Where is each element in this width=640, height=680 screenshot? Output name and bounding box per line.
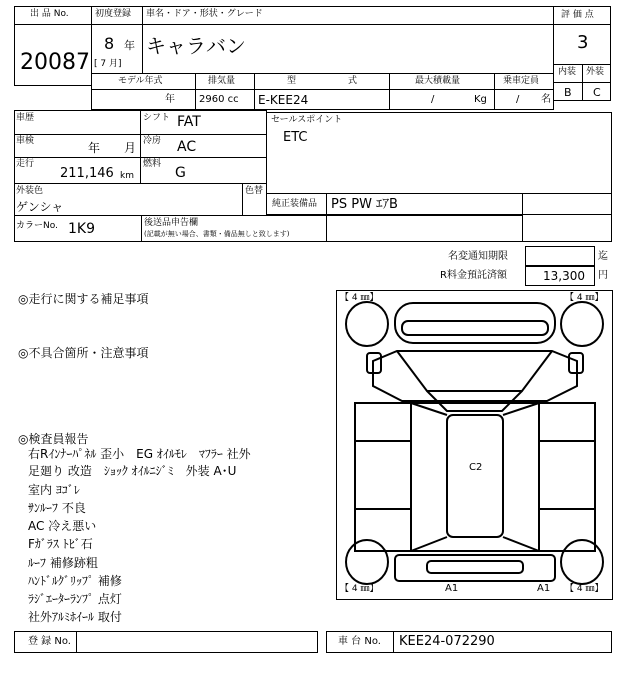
shift-label: シフト xyxy=(143,113,171,123)
inspection-label: 車検 xyxy=(16,136,35,146)
blank-box xyxy=(326,215,523,242)
score-value: 3 xyxy=(577,32,589,53)
registration-no-label: 登 録 No. xyxy=(28,636,71,647)
tire-depth-front-left: 【 4 ㎜】 xyxy=(340,293,379,303)
ac-value: AC xyxy=(177,139,197,155)
first-registration-label: 初度登録 xyxy=(95,9,132,19)
inspector-line: ﾗｼﾞｴｰﾀｰﾗﾝﾌﾟ 点灯 xyxy=(28,592,122,606)
inspector-line: 室内 ﾖｺﾞﾚ xyxy=(28,483,80,497)
color-label: 外装色 xyxy=(16,186,44,196)
sales-point-value: ETC xyxy=(283,130,308,145)
damage-mark-rear-left: A1 xyxy=(445,583,459,594)
type-label-2: 式 xyxy=(348,76,358,86)
type-label: 型 xyxy=(287,76,297,86)
score-label: 評 価 点 xyxy=(561,10,594,20)
inspector-line: ｻﾝﾙｰﾌ 不良 xyxy=(28,501,86,515)
color-change-label: 色替 xyxy=(245,186,264,196)
max-load-label: 最大積載量 xyxy=(415,76,461,86)
inspector-line: ﾙｰﾌ 補修跡粗 xyxy=(28,556,98,570)
chassis-no: KEE24-072290 xyxy=(399,634,495,649)
lot-number: 20087 xyxy=(20,50,90,75)
exterior-grade-label: 外装 xyxy=(586,67,605,77)
displacement-label: 排気量 xyxy=(208,76,236,86)
first-registration-year: 8 xyxy=(104,34,115,53)
damage-mark-roof: C2 xyxy=(469,462,483,473)
car-name-label: 車名・ドア・形状・グレード xyxy=(146,9,263,19)
sales-point-label: セールスポイント xyxy=(271,115,343,125)
equipment-label: 純正装備品 xyxy=(272,199,318,209)
inspector-line: ﾊﾝﾄﾞﾙｸﾞﾘｯﾌﾟ 補修 xyxy=(28,574,122,588)
color-no-value: 1K9 xyxy=(68,221,95,237)
inspector-line: 足廻り 改造 ｼｮｯｸ ｵｲﾙﾆｼﾞﾐ 外装 A･U xyxy=(28,464,237,478)
capacity-unit: 名 xyxy=(541,94,551,105)
inspector-line: 社外ｱﾙﾐﾎｲｰﾙ 取付 xyxy=(28,610,122,624)
capacity-label: 乗車定員 xyxy=(503,76,540,86)
interior-grade-label: 内装 xyxy=(558,67,577,77)
max-load-slash: / xyxy=(431,94,435,105)
mileage-label: 走行 xyxy=(16,159,35,169)
tire-depth-rear-right: 【 4 ㎜】 xyxy=(565,584,604,594)
vehicle-outline xyxy=(337,291,612,599)
inspection-year-unit: 年 xyxy=(88,141,101,155)
color-no-label: カラーNo. xyxy=(16,221,58,231)
mileage-unit: km xyxy=(120,171,134,181)
blank-box-right xyxy=(522,215,612,242)
name-change-label: 名変通知期限 xyxy=(448,251,508,262)
inspector-report-heading: ◎検査員報告 xyxy=(18,432,89,446)
exterior-grade: C xyxy=(593,86,601,99)
model-year-unit: 年 xyxy=(165,94,175,105)
name-change-unit: 迄 xyxy=(598,251,608,262)
fuel-label: 燃料 xyxy=(143,159,162,169)
shift-value: FAT xyxy=(177,114,201,130)
history-label: 車歴 xyxy=(16,113,35,123)
car-name: キャラバン xyxy=(146,34,246,58)
recycle-label: R料金預託済額 xyxy=(440,270,507,281)
recycle-unit: 円 xyxy=(598,270,608,281)
equipment-box xyxy=(266,193,612,215)
mileage-value: 211,146 xyxy=(60,166,114,181)
interior-grade: B xyxy=(564,86,572,99)
first-registration-year-unit: 年 xyxy=(124,39,135,52)
inspector-line: 右Rｲﾝﾅｰﾊﾟﾈﾙ 歪小 EG ｵｲﾙﾓﾚ ﾏﾌﾗｰ 社外 xyxy=(28,447,251,461)
model-type: E-KEE24 xyxy=(258,93,309,107)
vehicle-diagram xyxy=(336,290,613,600)
ac-label: 冷房 xyxy=(143,136,162,146)
defects-heading: ◎不具合箇所・注意事項 xyxy=(18,346,149,360)
first-registration-month: [ 7 月] xyxy=(94,59,122,69)
lot-number-label: 出 品 No. xyxy=(30,9,69,19)
model-year-label: モデル年式 xyxy=(118,76,163,86)
tire-depth-front-right: 【 4 ㎜】 xyxy=(565,293,604,303)
tire-depth-rear-left: 【 4 ㎜】 xyxy=(340,584,379,594)
displacement-value: 2960 cc xyxy=(199,94,239,105)
recycle-amount: 13,300 xyxy=(543,269,585,283)
docs-note: (記載が無い場合、書類・備品無しと致します) xyxy=(144,230,290,238)
fuel-value: G xyxy=(175,165,186,181)
color-value: ゲンシャ xyxy=(16,200,64,214)
inspector-line: Fｶﾞﾗｽ ﾄﾋﾞ石 xyxy=(28,537,93,551)
docs-label: 後送品申告欄 xyxy=(144,218,199,228)
driving-notes-heading: ◎走行に関する補足事項 xyxy=(18,292,149,306)
max-load-unit: Kg xyxy=(474,94,487,105)
inspector-line: AC 冷え悪い xyxy=(28,519,97,533)
damage-mark-rear-right: A1 xyxy=(537,583,551,594)
chassis-no-label: 車 台 No. xyxy=(338,636,381,647)
capacity-slash: / xyxy=(516,94,520,105)
name-change-box xyxy=(525,246,595,266)
inspection-month-unit: 月 xyxy=(124,141,137,155)
equipment-value: PS PW ｴｱB xyxy=(331,197,398,212)
